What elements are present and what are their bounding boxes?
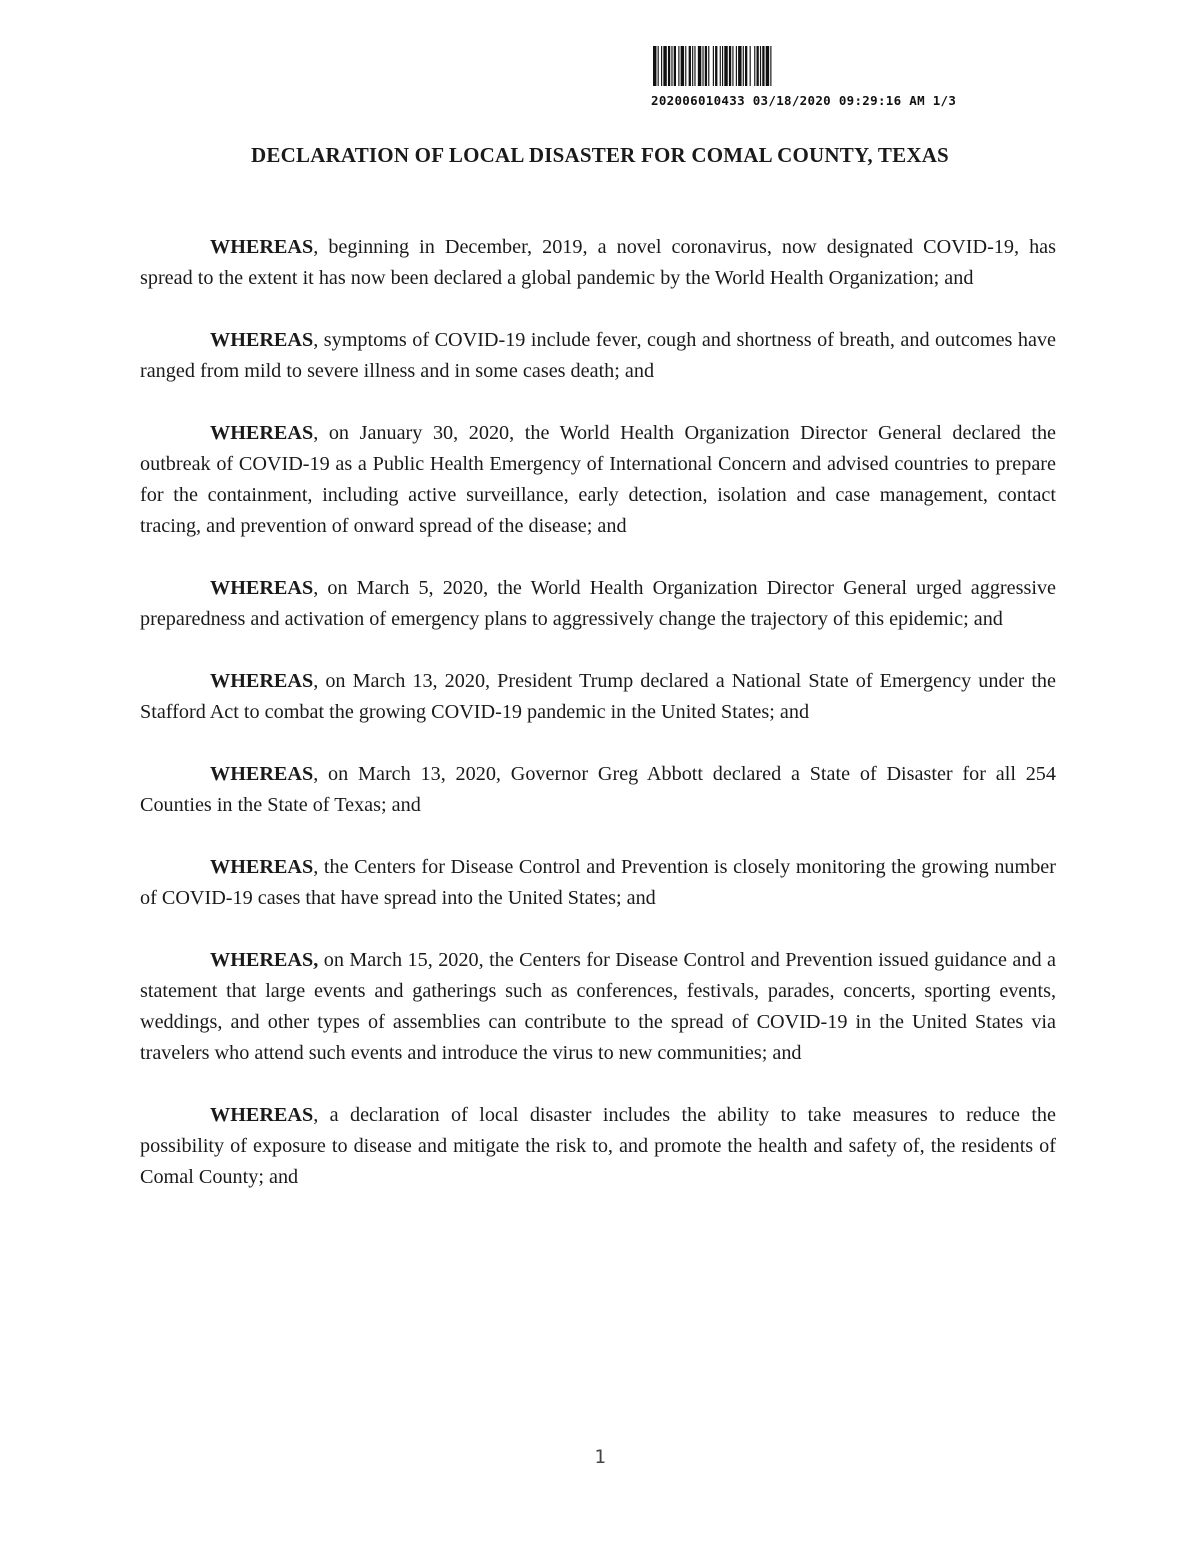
recording-stamp: 202006010433 03/18/2020 09:29:16 AM 1/3 xyxy=(651,93,957,108)
whereas-lead: WHEREAS xyxy=(210,670,314,692)
whereas-paragraph xyxy=(140,1100,1056,1193)
paragraph-text: , the Centers for Disease Control and Prevention is closely monitoring the growing number of COVID-19 cases that have spread into the United States; and xyxy=(140,856,1056,909)
document-body xyxy=(140,232,1056,1224)
whereas-paragraph xyxy=(140,852,1056,914)
paragraph-text: , beginning in December, 2019, a novel coronavirus, now designated COVID-19, has spread to the extent it has now been declared a global pandemic by the World Health Organization; and xyxy=(140,236,1056,289)
whereas-lead: WHEREAS xyxy=(210,236,314,258)
paragraph-text: , a declaration of local disaster includes the ability to take measures to reduce the possibility of exposure to disease and mitigate the risk to, and promote the health and safety of, the residents of Comal County; and xyxy=(140,1104,1056,1188)
whereas-lead: WHEREAS, xyxy=(210,949,319,971)
whereas-paragraph xyxy=(140,666,1056,728)
paragraph-text: , on March 13, 2020, President Trump declared a National State of Emergency under the Stafford Act to combat the growing COVID-19 pandemic in the United States; and xyxy=(140,670,1056,723)
whereas-lead: WHEREAS xyxy=(210,329,314,351)
paragraph-text: , on March 5, 2020, the World Health Organization Director General urged aggressive preparedness and activation of emergency plans to aggressively change the trajectory of this epidemic; and xyxy=(140,577,1056,630)
paragraph-text: , on March 13, 2020, Governor Greg Abbott declared a State of Disaster for all 254 Counties in the State of Texas; and xyxy=(140,763,1056,816)
whereas-paragraph xyxy=(140,232,1056,294)
whereas-lead: WHEREAS xyxy=(210,856,314,878)
whereas-lead: WHEREAS xyxy=(210,422,314,444)
page-number: 1 xyxy=(594,1446,606,1468)
whereas-lead: WHEREAS xyxy=(210,577,314,599)
paragraph-text: , symptoms of COVID-19 include fever, cough and shortness of breath, and outcomes have ranged from mild to severe illness and in some cases death; and xyxy=(140,329,1056,382)
paragraph-text: , on January 30, 2020, the World Health Organization Director General declared the outbreak of COVID-19 as a Public Health Emergency of International Concern and advised countries to prepare for the containment, including active surveillance, early detection, isolation and case management, contact tracing, and prevention of onward spread of the disease; and xyxy=(140,422,1056,537)
barcode-image xyxy=(653,46,843,86)
paragraph-text: on March 15, 2020, the Centers for Disease Control and Prevention issued guidance and a statement that large events and gatherings such as conferences, festivals, parades, concerts, sporting events, weddings, and other types of assemblies can contribute to the spread of COVID-19 in the United States via travelers who attend such events and introduce the virus to new communities; and xyxy=(140,949,1056,1064)
whereas-lead: WHEREAS xyxy=(210,1104,314,1126)
whereas-paragraph xyxy=(140,325,1056,387)
whereas-paragraph xyxy=(140,573,1056,635)
whereas-paragraph xyxy=(140,418,1056,542)
whereas-paragraph xyxy=(140,945,1056,1069)
document-title: DECLARATION OF LOCAL DISASTER FOR COMAL COUNTY, TEXAS xyxy=(251,143,949,167)
whereas-lead: WHEREAS xyxy=(210,763,314,785)
whereas-paragraph xyxy=(140,759,1056,821)
